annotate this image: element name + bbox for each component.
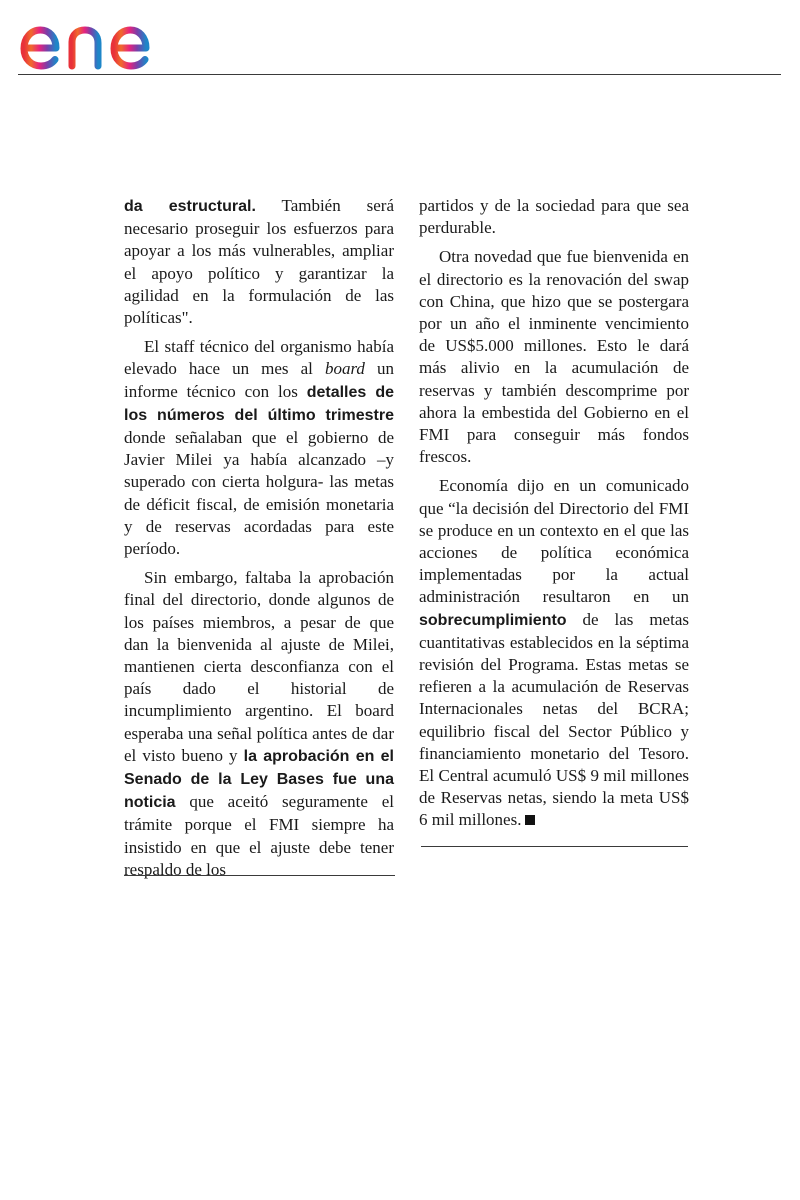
text-run: Otra novedad que fue bienvenida en el directorio es la renovación del swap con China, que hizo que se postergara por un año el inminente vencimiento de US$5.000 millones. Esto le dará más alivio en la acumulación de reservas y también descomprime por ahora la embestida del Gobierno en el FMI para conseguir más fondos frescos.	[419, 247, 689, 467]
article-paragraph	[124, 195, 394, 329]
text-run: un informe técnico con los	[124, 359, 394, 401]
text-run-bold: da estructural.	[124, 198, 256, 215]
text-run: Sin embargo, faltaba la aprobación final del directorio, donde algunos de los países miembros, a pesar de que dan la bienvenida al ajuste de Milei, mantienen cierta desconfianza con el país dado el historial de incumplimiento argentino. El board esperaba una señal política antes de dar el visto bueno y	[124, 568, 394, 765]
text-run: Economía dijo en un comunicado que “la decisión del Directorio del FMI se produce en un contexto en el que las acciones de política económica implementadas por la actual administración resultaron en un	[419, 476, 689, 607]
text-run: El staff técnico del organismo había elevado hace un mes al	[124, 337, 394, 379]
article-paragraph	[124, 336, 394, 560]
article-paragraph	[419, 246, 689, 468]
column-end-rule-left	[124, 875, 395, 876]
text-run-bold: detalles de los números del último trimestre	[124, 383, 395, 424]
article-column-right	[419, 195, 689, 839]
header-rule	[18, 74, 781, 75]
text-run: donde señalaban que el gobierno de Javier Milei ya había alcanzado –y superado con cierta holgura- las metas de déficit fiscal, de emisión monetaria y de reservas acordadas para este período.	[124, 428, 394, 559]
end-of-article-mark	[525, 815, 535, 825]
article-paragraph	[124, 567, 394, 881]
text-run-italic: board	[324, 359, 365, 379]
enel-logo	[16, 4, 196, 70]
article-paragraph	[419, 475, 689, 831]
text-run: También será necesario proseguir los esfuerzos para apoyar a los más vulnerables, ampliar el apoyo político y garantizar la agilidad en la formulación de las políticas".	[124, 196, 394, 328]
text-run-bold: la aprobación en el Senado de la Ley Bases fue una noticia	[124, 747, 394, 812]
column-end-rule-right	[421, 846, 688, 847]
text-run-bold: sobrecumplimiento	[419, 611, 567, 629]
article-paragraph	[419, 195, 689, 239]
article-column-left	[124, 195, 394, 888]
text-run: que aceitó seguramente el trámite porque el FMI siempre ha insistido en que el ajuste debe tener respaldo de los	[124, 792, 394, 879]
text-run: de las metas cuantitativas establecidos en la séptima revisión del Programa. Estas metas se refieren a la acumulación de Reservas Internacionales netas del BCRA; equilibrio fiscal del Sector Público y financiamiento monetario del Tesoro. El Central acumuló US$ 9 mil millones de Reservas netas, siendo la meta US$ 6 mil millones.	[419, 609, 689, 830]
text-run: partidos y de la sociedad para que sea perdurable.	[419, 196, 689, 238]
